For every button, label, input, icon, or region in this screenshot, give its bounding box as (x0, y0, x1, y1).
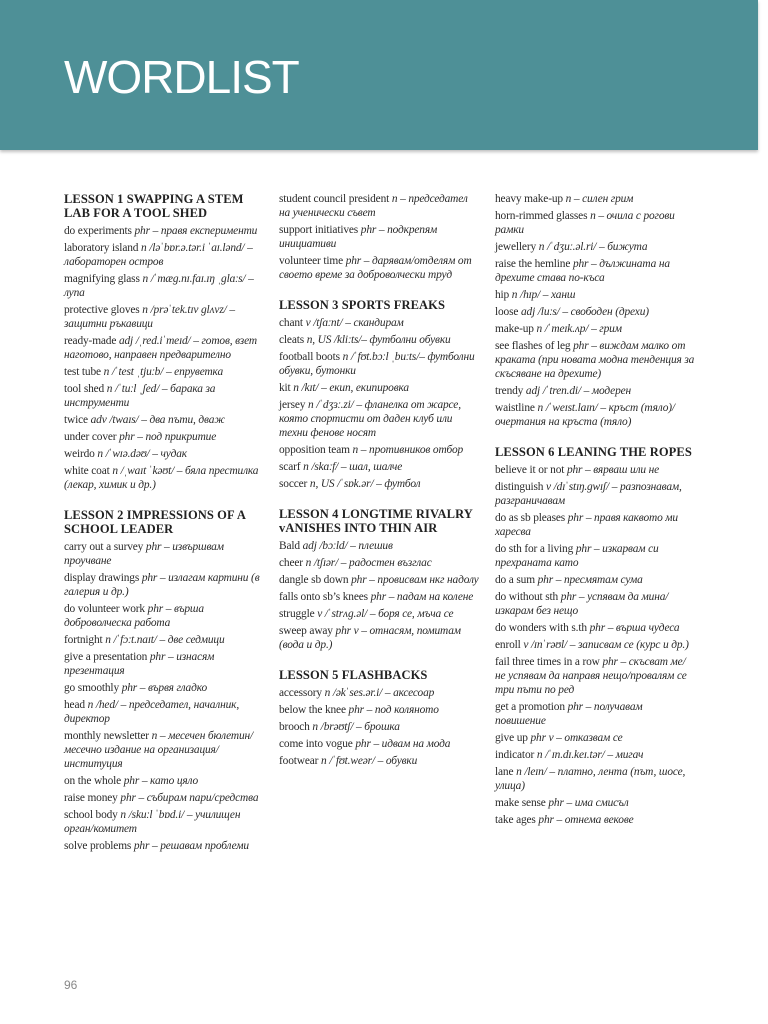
entry-definition: v /ˈstrʌg.əl/ – боря се, мъча се (314, 608, 454, 620)
wordlist-entry (279, 686, 479, 700)
wordlist-entry (64, 602, 264, 630)
entry-definition: n /ˈtuːl ˌʃed/ – барака за инструменти (64, 383, 216, 409)
entry-headword: hip (495, 289, 510, 301)
entry-headword: trendy (495, 385, 524, 397)
wordlist-entry (64, 447, 264, 461)
wordlist-entry (279, 754, 479, 768)
lesson-title: LESSON 1 SWAPPING A STEM LAB FOR A TOOL SHED (64, 192, 244, 220)
entry-headword: do experiments (64, 225, 132, 237)
entry-headword: support initiatives (279, 224, 359, 236)
entry-definition: n, US /ˈsɒk.ər/ – футбол (307, 478, 421, 490)
entry-headword: struggle (279, 608, 315, 620)
wordlist-entry (64, 224, 264, 238)
entry-headword: school body (64, 809, 118, 821)
entry-definition: n, US /kliːts/– футболни обувки (304, 334, 451, 346)
lesson-section (495, 192, 695, 429)
entry-definition: n /ˈtest ˌtjuːb/ – епруветка (100, 366, 224, 378)
lesson-title: LESSON 6 LEANING THE ROPES (495, 445, 692, 459)
wordlist-entry (495, 813, 695, 827)
entry-headword: head (64, 699, 85, 711)
entry-definition: n /ləˈbɒr.ə.tər.i ˈaɪ.lənd/ – лабораторен остров (64, 242, 253, 268)
entry-headword: volunteer time (279, 255, 344, 267)
entry-definition: phr – под коляното (345, 704, 439, 716)
entry-definition: phr – правя каквото ми харесва (495, 512, 678, 538)
entry-headword: footwear (279, 755, 319, 767)
entry-definition: adj /luːs/ – свободен (дрехи) (518, 306, 649, 318)
wordlist-entry (279, 398, 479, 440)
entry-definition: phr v – отказвам се (527, 732, 623, 744)
entry-definition: phr – виждам малко от краката (при новата модна тенденция за скъсяване на дрехите) (495, 340, 695, 380)
entry-headword: horn-rimmed glasses (495, 210, 588, 222)
wordlist-entry (279, 460, 479, 474)
entry-definition: n – противников отбор (349, 444, 464, 456)
entry-headword: go smoothly (64, 682, 119, 694)
entry-headword: soccer (279, 478, 308, 490)
wordlist-entry (64, 774, 264, 788)
entry-headword: below the knee (279, 704, 346, 716)
wordlist-entry (64, 382, 264, 410)
wordlist-entry (279, 703, 479, 717)
entry-headword: under cover (64, 431, 117, 443)
entry-headword: laboratory island (64, 242, 139, 254)
wordlist-entry (64, 571, 264, 599)
header-banner (0, 0, 758, 150)
wordlist-entry (279, 556, 479, 570)
column-2 (279, 192, 479, 771)
entry-headword: indicator (495, 749, 535, 761)
entry-definition: phr – вярваш или не (564, 464, 660, 476)
entry-definition: n /prəˈtek.tɪv glʌvz/ – защитни ръкавици (64, 304, 235, 330)
wordlist-entry (64, 303, 264, 331)
wordlist-entry (495, 305, 695, 319)
entry-headword: protective gloves (64, 304, 140, 316)
lesson-section (64, 508, 264, 853)
entry-headword: see flashes of leg (495, 340, 571, 352)
entry-definition: n /ˈmæg.nɪ.faɪ.ɪŋ ˌglɑːs/ – лупа (64, 273, 254, 299)
wordlist-entry (64, 334, 264, 362)
wordlist-entry (279, 350, 479, 378)
entry-headword: heavy make-up (495, 193, 563, 205)
entry-definition: n /brəʊtʃ/ – брошка (309, 721, 400, 733)
wordlist-entry (495, 700, 695, 728)
wordlist-entry (64, 791, 264, 805)
entry-headword: falls onto sb’s knees (279, 591, 368, 603)
entry-definition: n /ˈwɪə.dəʊ/ – чудак (94, 448, 187, 460)
entry-headword: scarf (279, 461, 301, 473)
entry-headword: kit (279, 382, 291, 394)
entry-definition: n /skɑːf/ – шал, шалче (300, 461, 403, 473)
entry-definition: n – очила с рогови рамки (495, 210, 675, 236)
wordlist-entry (64, 729, 264, 771)
lesson-section (279, 507, 479, 652)
entry-definition: v /dɪˈstɪŋ.gwɪʃ/ – разпознавам, разграничавам (495, 481, 682, 507)
wordlist-entry (279, 477, 479, 491)
wordlist-entry (495, 192, 695, 206)
wordlist-entry (279, 192, 479, 220)
wordlist-entry (495, 765, 695, 793)
entry-definition: phr – изнасям презентация (64, 651, 215, 677)
entry-headword: dangle sb down (279, 574, 349, 586)
entry-definition: phr – върша чудеса (586, 622, 680, 634)
wordlist-entry (64, 650, 264, 678)
entry-headword: do without sth (495, 591, 559, 603)
entry-definition: phr – има смисъл (545, 797, 629, 809)
wordlist-entry (64, 681, 264, 695)
wordlist-entry (279, 624, 479, 652)
entry-definition: n /skuːl ˈbɒd.i/ – училищен орган/комитет (64, 809, 241, 835)
wordlist-entry (64, 241, 264, 269)
entry-definition: phr – успявам да мина/изкарам без нещо (495, 591, 669, 617)
entry-definition: n – месечен бюлетин/месечно издание на организация/институция (64, 730, 254, 770)
entry-headword: ready-made (64, 335, 117, 347)
entry-definition: phr – върша доброволческа работа (64, 603, 204, 629)
wordlist-entry (279, 720, 479, 734)
wordlist-entry (64, 839, 264, 853)
entry-headword: come into vogue (279, 738, 353, 750)
entry-headword: fail three times in a row (495, 656, 600, 668)
entry-definition: n /əkˈses.ər.i/ – аксесоар (321, 687, 435, 699)
entry-headword: solve problems (64, 840, 132, 852)
wordlist-entry (495, 401, 695, 429)
wordlist-entry (279, 333, 479, 347)
entry-definition: phr – дължината на дрехите става по-къса (495, 258, 670, 284)
wordlist-entry (495, 288, 695, 302)
entry-headword: twice (64, 414, 88, 426)
lesson-section (279, 192, 479, 282)
wordlist-entry (279, 316, 479, 330)
entry-definition: n /hed/ – председател, началник, директор (64, 699, 240, 725)
lesson-title: LESSON 3 SPORTS FREAKS (279, 298, 446, 312)
entry-definition: phr – вървя гладко (119, 682, 207, 694)
entry-definition: phr – идвам на мода (352, 738, 451, 750)
entry-definition: phr – изкарвам си прехраната като (495, 543, 659, 569)
entry-definition: phr – под прикритие (116, 431, 217, 443)
entry-headword: do wonders with s.th (495, 622, 587, 634)
entry-headword: student council president (279, 193, 390, 205)
wordlist-entry (495, 731, 695, 745)
page-number: 96 (64, 978, 78, 992)
entry-headword: brooch (279, 721, 310, 733)
entry-headword: take ages (495, 814, 536, 826)
lesson-title: LESSON 2 IMPRESSIONS OF A SCHOOL LEADER (64, 508, 246, 536)
entry-definition: adj /ˌred.iˈmeɪd/ – готов, взет наготово, направен предварително (64, 335, 257, 361)
entry-headword: raise the hemline (495, 258, 571, 270)
wordlist-entry (64, 808, 264, 836)
entry-headword: do sth for a living (495, 543, 574, 555)
entry-definition: n /ˈmeɪk.ʌp/ – грим (533, 323, 622, 335)
entry-definition: adv /twaɪs/ – два пъти, двaж (87, 414, 225, 426)
entry-headword: get a promotion (495, 701, 565, 713)
entry-headword: accessory (279, 687, 322, 699)
entry-definition: n /ˈɪn.dɪ.keɪ.tər/ – мигач (534, 749, 644, 761)
entry-headword: opposition team (279, 444, 350, 456)
wordlist-entry (495, 655, 695, 697)
entry-headword: raise money (64, 792, 118, 804)
wordlist-entry (279, 254, 479, 282)
entry-headword: carry out a survey (64, 541, 144, 553)
entry-headword: make sense (495, 797, 546, 809)
entry-definition: phr – скъсват ме/не успявам да направя нещо/провалям се три пъти по ред (495, 656, 687, 696)
entry-definition: n /ˈfɔːt.naɪt/ – две седмици (102, 634, 225, 646)
entry-definition: phr v – отнасям, помитам (вода и др.) (279, 625, 461, 651)
entry-headword: display drawings (64, 572, 140, 584)
wordlist-entry (495, 590, 695, 618)
entry-definition: phr – дарявам/отделям от своето време за доброволчески труд (279, 255, 472, 281)
wordlist-entry (279, 590, 479, 604)
entry-definition: phr – като цяло (121, 775, 199, 787)
entry-headword: lane (495, 766, 514, 778)
lesson-section (279, 298, 479, 491)
lesson-section (279, 668, 479, 768)
entry-headword: waistline (495, 402, 535, 414)
wordlist-entry (495, 384, 695, 398)
wordlist-entry (495, 480, 695, 508)
entry-definition: n – силен грим (562, 193, 634, 205)
entry-definition: phr – излагам картини (в галерия и др.) (64, 572, 260, 598)
entry-definition: n /ˈdʒuː.əl.ri/ – бижута (536, 241, 648, 253)
column-3 (495, 192, 695, 830)
entry-headword: monthly newsletter (64, 730, 149, 742)
entry-headword: do volunteer work (64, 603, 145, 615)
wordlist-entry (495, 322, 695, 336)
entry-definition: adj /ˈtren.di/ – модерен (523, 385, 632, 397)
wordlist-entry (495, 542, 695, 570)
entry-definition: phr – правя експерименти (131, 225, 258, 237)
entry-headword: sweep away (279, 625, 333, 637)
wordlist-entry (495, 339, 695, 381)
entry-definition: n /ˈfʊt.bɔːl ˌbuːts/– футболни обувки, бутонки (279, 351, 475, 377)
lesson-title: LESSON 4 LONGTIME RIVALRY vANISHES INTO THIN AIR (279, 507, 473, 535)
entry-headword: do as sb pleases (495, 512, 566, 524)
wordlist-entry (279, 573, 479, 587)
lesson-section (64, 192, 264, 492)
wordlist-entry (495, 638, 695, 652)
entry-headword: make-up (495, 323, 534, 335)
entry-headword: give a presentation (64, 651, 148, 663)
entry-definition: phr – получавам повишение (495, 701, 643, 727)
wordlist-entry (495, 748, 695, 762)
entry-headword: jersey (279, 399, 306, 411)
entry-definition: n /kɪt/ – екип, екипировка (290, 382, 409, 394)
entry-definition: n /ˈdʒɜː.zi/ – фланелка от жарсе, която спортисти от даден клуб или техни фенове носят (279, 399, 461, 439)
entry-headword: chant (279, 317, 303, 329)
entry-definition: n /leɪn/ – платно, лента (път, шосе, улица) (495, 766, 686, 792)
lesson-section (495, 445, 695, 827)
wordlist-entry (279, 223, 479, 251)
lesson-title: LESSON 5 FLASHBACKS (279, 668, 428, 682)
entry-definition: v /ɪnˈrəʊl/ – записвам се (курс и др.) (520, 639, 689, 651)
wordlist-entry (64, 698, 264, 726)
entry-headword: test tube (64, 366, 101, 378)
entry-headword: give up (495, 732, 528, 744)
entry-definition: phr – отнема векове (535, 814, 634, 826)
entry-definition: adj /bɔːld/ – плешив (299, 540, 393, 552)
entry-headword: jewellery (495, 241, 537, 253)
entry-definition: n /ˈfʊt.weər/ – обувки (318, 755, 418, 767)
entry-definition: v /tʃɑːnt/ – скандирам (302, 317, 404, 329)
entry-definition: phr – провисвам нкг надолу (348, 574, 479, 586)
wordlist-entry (64, 365, 264, 379)
wordlist-entry (279, 539, 479, 553)
wordlist-entry (64, 540, 264, 568)
entry-definition: n – председател на ученически съвет (279, 193, 468, 219)
wordlist-entry (64, 430, 264, 444)
page-title: WORDLIST (64, 51, 299, 103)
entry-headword: white coat (64, 465, 110, 477)
entry-headword: do a sum (495, 574, 535, 586)
wordlist-entry (495, 209, 695, 237)
wordlist-entry (279, 607, 479, 621)
wordlist-entry (64, 272, 264, 300)
entry-headword: on the whole (64, 775, 122, 787)
column-1 (64, 192, 264, 856)
wordlist-entry (64, 633, 264, 647)
wordlist-entry (279, 381, 479, 395)
entry-headword: football boots (279, 351, 340, 363)
entry-definition: n /tʃɪər/ – радостен възглас (302, 557, 432, 569)
wordlist-entry (64, 413, 264, 427)
wordlist-entry (64, 464, 264, 492)
entry-headword: cleats (279, 334, 305, 346)
entry-headword: fortnight (64, 634, 103, 646)
entry-definition: n /hɪp/ – ханш (509, 289, 576, 301)
entry-definition: phr – падам на колене (367, 591, 474, 603)
wordlist-entry (495, 796, 695, 810)
entry-definition: n /ˌwaɪt ˈkəʊt/ – бяла престилка (лекар, химик и др.) (64, 465, 259, 491)
wordlist-entry (279, 737, 479, 751)
entry-headword: distinguish (495, 481, 544, 493)
entry-definition: phr – подкрепям инициативи (279, 224, 438, 250)
entry-headword: Bald (279, 540, 300, 552)
entry-definition: phr – извършвам проучване (64, 541, 224, 567)
entry-headword: enroll (495, 639, 521, 651)
entry-headword: cheer (279, 557, 303, 569)
entry-headword: weirdo (64, 448, 95, 460)
entry-headword: loose (495, 306, 519, 318)
entry-headword: tool shed (64, 383, 105, 395)
entry-definition: n /ˈweɪst.laɪn/ – кръст (тяло)/очертания на кръста (тяло) (495, 402, 675, 428)
entry-definition: phr – пресмятам сума (534, 574, 643, 586)
entry-definition: phr – събирам пари/средства (117, 792, 259, 804)
wordlist-entry (495, 621, 695, 635)
wordlist-entry (495, 257, 695, 285)
wordlist-entry (495, 240, 695, 254)
wordlist-entry (495, 463, 695, 477)
entry-definition: phr – решавам проблеми (131, 840, 249, 852)
wordlist-entry (495, 573, 695, 587)
wordlist-entry (495, 511, 695, 539)
wordlist-entry (279, 443, 479, 457)
entry-headword: magnifying glass (64, 273, 140, 285)
entry-headword: believe it or not (495, 464, 565, 476)
